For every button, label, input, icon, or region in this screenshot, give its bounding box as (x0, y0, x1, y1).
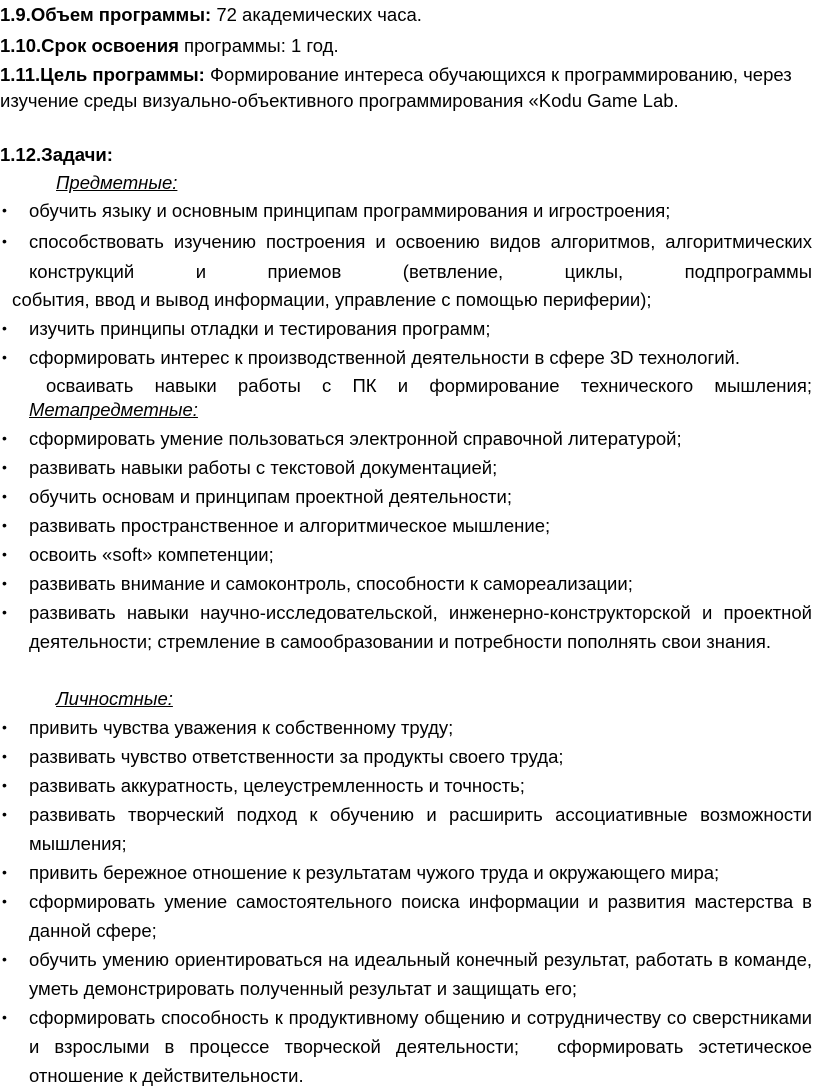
bullet: • (2, 893, 7, 909)
bullet: • (2, 430, 7, 446)
metasubject-heading: Метапредметные: (29, 399, 198, 420)
personal-item-3: развивать аккуратность, целеустремленность и точность; (29, 775, 525, 796)
personal-item-1: привить чувства уважения к собственному труду; (29, 717, 454, 738)
item-1-10-num: 1.10. (0, 35, 42, 56)
item-1-9-label: Объем программы: (30, 4, 212, 25)
meta-item-2: развивать навыки работы с текстовой документацией; (29, 457, 498, 478)
personal-item-2: развивать чувство ответственности за продукты своего труда; (29, 746, 564, 767)
item-1-9-num: 1.9. (0, 4, 31, 25)
bullet: • (2, 806, 7, 822)
subject-item-4: сформировать интерес к производственной деятельности в сфере 3D технологий. (29, 347, 741, 368)
bullet: • (2, 777, 7, 793)
bullet: • (2, 459, 7, 475)
bullet: • (2, 604, 7, 620)
subject-item-1: обучить языку и основным принципам программирования и игростроения; (29, 200, 671, 221)
personal-item-7: обучить умению ориентироваться на идеальный конечный результат, работать в команде, уметь демонстрировать полученный результат и защищать его; (29, 949, 812, 999)
personal-heading: Личностные: (56, 688, 173, 709)
bullet: • (2, 546, 7, 562)
meta-item-1: сформировать умение пользоваться электронной справочной литературой; (29, 428, 682, 449)
personal-item-5: привить бережное отношение к результатам чужого труда и окружающего мира; (29, 862, 720, 883)
personal-item-4: развивать творческий подход к обучению и расширить ассоциативные возможности мышления; (29, 804, 812, 854)
subject-item-3: изучить принципы отладки и тестирования программ; (29, 318, 491, 339)
item-1-11-text: Формирование интереса обучающихся к программированию, через изучение среды визуально-объективного программирования «Kodu Game Lab. (0, 64, 792, 111)
item-1-11-num: 1.11. (0, 64, 41, 85)
item-1-9-text: 72 академических часа. (211, 4, 422, 25)
meta-item-4: развивать пространственное и алгоритмическое мышление; (29, 515, 551, 536)
subject-heading: Предметные: (56, 172, 178, 193)
item-1-12-num: 1.12. (0, 144, 42, 165)
meta-item-5: освоить «soft» компетенции; (29, 544, 274, 565)
personal-item-9: сформировать эстетическое отношение к действительности. (29, 1036, 812, 1086)
subject-item-2: способствовать изучению построения и освоению видов алгоритмов, алгоритмических конструкций и приемов (ветвление, циклы, подпрограммы (29, 231, 812, 282)
bullet: • (2, 320, 7, 336)
item-1-9 (0, 2, 816, 28)
subject-item-2-cont: события, ввод и вывод информации, управление с помощью периферии); (12, 289, 652, 310)
bullet: • (2, 202, 7, 218)
bullet: • (2, 719, 7, 735)
personal-item-8: сформировать способность к продуктивному общению и сотрудничеству со сверстниками и взрослыми в процессе творческой деятельности; (29, 1007, 812, 1057)
bullet: • (2, 951, 7, 967)
meta-item-3: обучить основам и принципам проектной деятельности; (29, 486, 513, 507)
item-1-10-text: программы: 1 год. (178, 35, 339, 56)
personal-item-6: сформировать умение самостоятельного поиска информации и развития мастерства в данной сфере; (29, 891, 812, 941)
bullet: • (2, 349, 7, 365)
item-1-11-label: Цель программы: (40, 64, 205, 85)
subject-item-5-line (34, 371, 812, 400)
bullet: • (2, 233, 7, 249)
bullet: • (2, 575, 7, 591)
subject-item-5: осваивать навыки работы с ПК и формирование технического мышления; (46, 375, 812, 396)
meta-item-7: развивать навыки научно-исследовательской, инженерно-конструкторской и проектной деятельности; стремление в самообразовании и потребности пополнять свои знания. (29, 602, 812, 652)
bullet: • (2, 488, 7, 504)
item-1-10 (0, 33, 816, 59)
bullet: • (2, 748, 7, 764)
item-1-11 (0, 62, 812, 114)
item-1-10-label: Срок освоения (41, 35, 179, 56)
bullet: • (2, 1009, 7, 1025)
bullet: • (2, 864, 7, 880)
item-1-12 (0, 142, 816, 168)
bullet: • (2, 517, 7, 533)
meta-item-6: развивать внимание и самоконтроль, способности к самореализации; (29, 573, 633, 594)
item-1-12-label: Задачи: (41, 144, 113, 165)
personal-item-8-wrap (29, 1003, 812, 1090)
